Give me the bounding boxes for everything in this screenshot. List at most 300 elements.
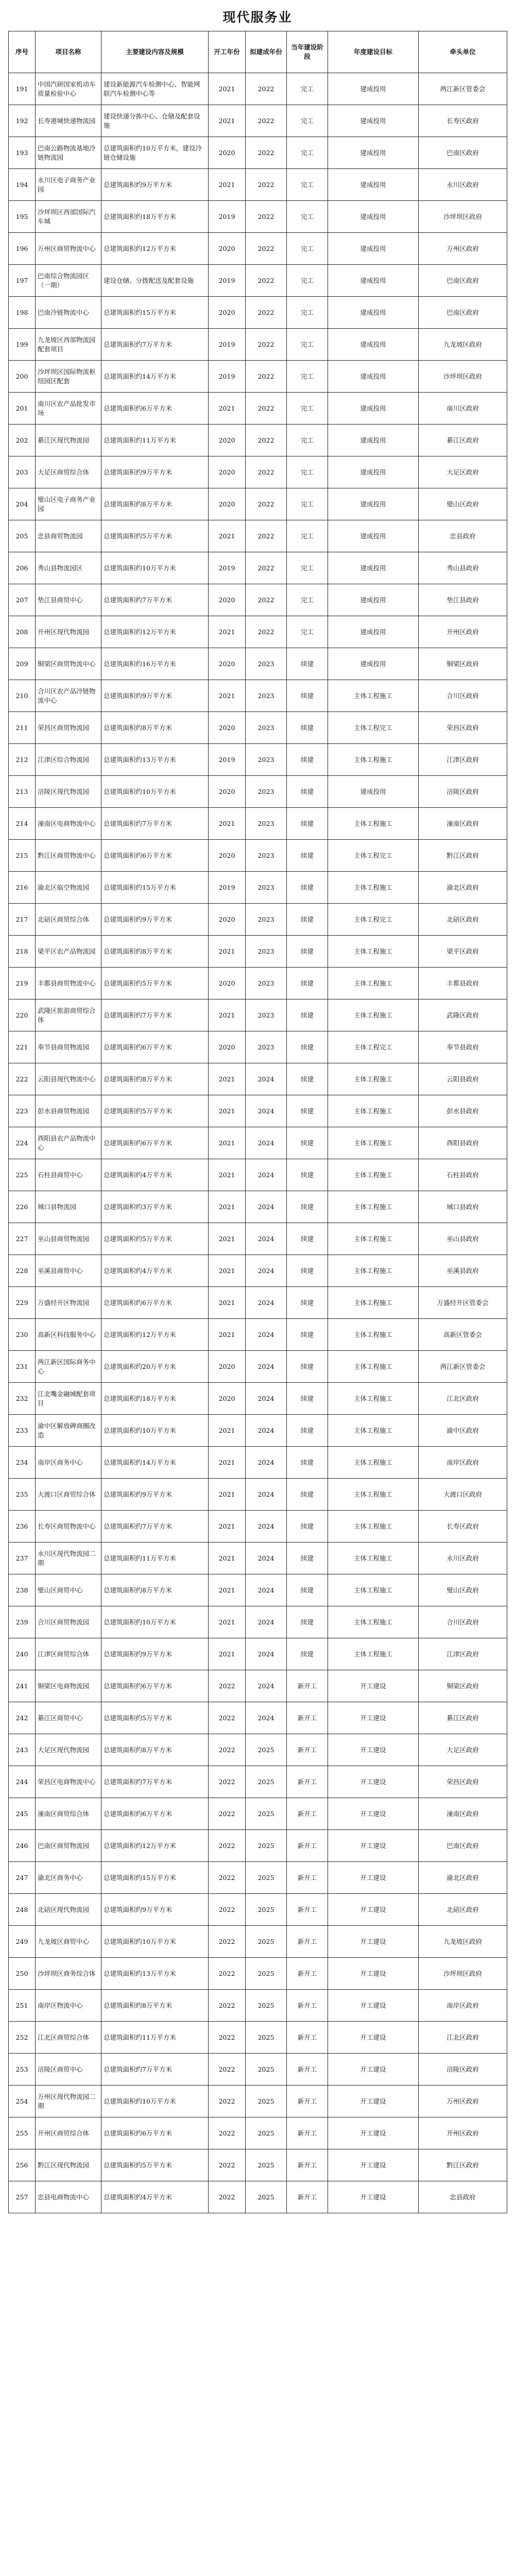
cell-end-year: 2025 — [246, 2149, 287, 2181]
cell-target: 主体工程施工 — [328, 1543, 419, 1574]
cell-index: 235 — [9, 1479, 36, 1511]
cell-start-year: 2021 — [209, 105, 246, 137]
cell-target: 主体工程施工 — [328, 1223, 419, 1255]
table-row — [9, 1031, 507, 1063]
cell-index: 199 — [9, 329, 36, 361]
cell-end-year: 2022 — [246, 488, 287, 520]
cell-lead-unit: 荣昌区政府 — [419, 1766, 507, 1798]
cell-index: 209 — [9, 648, 36, 680]
cell-index: 195 — [9, 201, 36, 233]
cell-end-year: 2025 — [246, 2181, 287, 2213]
cell-project-name: 合川区农产品冷链物流中心 — [36, 680, 101, 712]
cell-target: 主体工程施工 — [328, 1638, 419, 1670]
cell-stage: 新开工 — [287, 1862, 328, 1894]
table-header-row — [9, 31, 507, 73]
cell-stage: 续建 — [287, 999, 328, 1031]
cell-content: 总建筑面积约9万平方米 — [101, 1479, 209, 1511]
table-row — [9, 329, 507, 361]
cell-stage: 续建 — [287, 1415, 328, 1447]
cell-index: 224 — [9, 1127, 36, 1159]
cell-end-year: 2023 — [246, 936, 287, 968]
cell-start-year: 2021 — [209, 1063, 246, 1095]
cell-stage: 新开工 — [287, 2086, 328, 2117]
cell-stage: 新开工 — [287, 1670, 328, 1702]
cell-end-year: 2022 — [246, 584, 287, 616]
cell-stage: 完工 — [287, 233, 328, 265]
cell-content: 总建筑面积约7万平方米 — [101, 1511, 209, 1543]
cell-start-year: 2019 — [209, 201, 246, 233]
cell-project-name: 荣昌区电商物流中心 — [36, 1766, 101, 1798]
header-end-year: 拟建成年份 — [246, 31, 287, 73]
cell-project-name: 巫溪县商贸中心 — [36, 1255, 101, 1287]
cell-lead-unit: 涪陵区政府 — [419, 2054, 507, 2086]
table-row — [9, 1479, 507, 1511]
cell-index: 255 — [9, 2117, 36, 2149]
table-row — [9, 872, 507, 904]
cell-start-year: 2022 — [209, 1894, 246, 1926]
cell-content: 总建筑面积约5万平方米 — [101, 1095, 209, 1127]
cell-start-year: 2021 — [209, 393, 246, 425]
cell-target: 主体工程施工 — [328, 1127, 419, 1159]
cell-stage: 续建 — [287, 1319, 328, 1351]
cell-target: 主体工程施工 — [328, 1351, 419, 1383]
table-row — [9, 968, 507, 999]
cell-project-name: 潼南区商贸综合体 — [36, 1798, 101, 1830]
cell-stage: 续建 — [287, 872, 328, 904]
cell-end-year: 2024 — [246, 1351, 287, 1383]
cell-lead-unit: 铜梁区政府 — [419, 1670, 507, 1702]
table-row — [9, 233, 507, 265]
cell-start-year: 2022 — [209, 1734, 246, 1766]
cell-end-year: 2025 — [246, 1734, 287, 1766]
cell-stage: 续建 — [287, 1287, 328, 1319]
cell-end-year: 2024 — [246, 1702, 287, 1734]
cell-index: 220 — [9, 999, 36, 1031]
cell-end-year: 2022 — [246, 616, 287, 648]
cell-lead-unit: 南川区政府 — [419, 393, 507, 425]
cell-target: 建成投用 — [328, 329, 419, 361]
cell-lead-unit: 巫山县政府 — [419, 1223, 507, 1255]
cell-lead-unit: 巴南区政府 — [419, 265, 507, 297]
table-row — [9, 680, 507, 712]
cell-start-year: 2022 — [209, 1702, 246, 1734]
cell-end-year: 2025 — [246, 1990, 287, 2022]
cell-start-year: 2022 — [209, 1830, 246, 1862]
cell-index: 229 — [9, 1287, 36, 1319]
cell-stage: 新开工 — [287, 1734, 328, 1766]
cell-start-year: 2021 — [209, 73, 246, 105]
cell-content: 总建筑面积约18万平方米 — [101, 201, 209, 233]
cell-lead-unit: 九龙坡区政府 — [419, 1926, 507, 1958]
cell-content: 总建筑面积约5万平方米 — [101, 968, 209, 999]
table-row — [9, 73, 507, 105]
cell-target: 开工建设 — [328, 1990, 419, 2022]
cell-target: 主体工程施工 — [328, 1095, 419, 1127]
cell-target: 开工建设 — [328, 1798, 419, 1830]
cell-project-name: 潼南区电商物流中心 — [36, 808, 101, 840]
cell-target: 主体工程施工 — [328, 1191, 419, 1223]
cell-target: 建成投用 — [328, 265, 419, 297]
cell-index: 231 — [9, 1351, 36, 1383]
cell-content: 总建筑面积约9万平方米 — [101, 456, 209, 488]
cell-content: 总建筑面积约9万平方米 — [101, 904, 209, 936]
cell-index: 210 — [9, 680, 36, 712]
cell-content: 总建筑面积约8万平方米 — [101, 936, 209, 968]
cell-stage: 完工 — [287, 456, 328, 488]
cell-stage: 续建 — [287, 1159, 328, 1191]
table-row — [9, 1798, 507, 1830]
cell-lead-unit: 江津区政府 — [419, 744, 507, 776]
cell-project-name: 涪陵区现代物流园 — [36, 776, 101, 808]
table-row — [9, 1702, 507, 1734]
table-row — [9, 1990, 507, 2022]
cell-start-year: 2022 — [209, 2181, 246, 2213]
cell-project-name: 彭水县商贸物流园 — [36, 1095, 101, 1127]
cell-content: 总建筑面积约10万平方米 — [101, 2086, 209, 2117]
cell-index: 201 — [9, 393, 36, 425]
cell-project-name: 开州区商贸综合体 — [36, 2117, 101, 2149]
table-row — [9, 1063, 507, 1095]
cell-project-name: 南岸区物流中心 — [36, 1990, 101, 2022]
cell-stage: 续建 — [287, 1543, 328, 1574]
cell-start-year: 2021 — [209, 1447, 246, 1479]
cell-target: 主体工程施工 — [328, 1287, 419, 1319]
cell-end-year: 2022 — [246, 137, 287, 169]
cell-end-year: 2024 — [246, 1543, 287, 1574]
cell-content: 总建筑面积约6万平方米 — [101, 1670, 209, 1702]
cell-end-year: 2024 — [246, 1223, 287, 1255]
cell-lead-unit: 大足区政府 — [419, 1734, 507, 1766]
cell-end-year: 2025 — [246, 1926, 287, 1958]
cell-end-year: 2024 — [246, 1447, 287, 1479]
cell-target: 建成投用 — [328, 393, 419, 425]
table-row — [9, 456, 507, 488]
table-row — [9, 361, 507, 393]
cell-end-year: 2024 — [246, 1319, 287, 1351]
cell-start-year: 2021 — [209, 808, 246, 840]
cell-end-year: 2022 — [246, 233, 287, 265]
table-row — [9, 201, 507, 233]
cell-end-year: 2022 — [246, 201, 287, 233]
cell-content: 总建筑面积约12万平方米 — [101, 233, 209, 265]
cell-target: 开工建设 — [328, 1862, 419, 1894]
table-row — [9, 1926, 507, 1958]
cell-project-name: 綦江区商贸中心 — [36, 1702, 101, 1734]
cell-target: 开工建设 — [328, 1926, 419, 1958]
cell-start-year: 2020 — [209, 488, 246, 520]
cell-start-year: 2019 — [209, 329, 246, 361]
table-row — [9, 1351, 507, 1383]
cell-end-year: 2024 — [246, 1638, 287, 1670]
cell-lead-unit: 铜梁区政府 — [419, 648, 507, 680]
cell-lead-unit: 垫江县政府 — [419, 584, 507, 616]
cell-start-year: 2021 — [209, 1511, 246, 1543]
cell-project-name: 黔江区现代物流园 — [36, 2149, 101, 2181]
table-row — [9, 1127, 507, 1159]
cell-start-year: 2022 — [209, 2022, 246, 2054]
cell-index: 215 — [9, 840, 36, 872]
cell-project-name: 中国汽研国家机动车质量检验中心 — [36, 73, 101, 105]
cell-start-year: 2022 — [209, 2086, 246, 2117]
table-row — [9, 808, 507, 840]
cell-lead-unit: 九龙坡区政府 — [419, 329, 507, 361]
cell-target: 主体工程施工 — [328, 968, 419, 999]
table-row — [9, 999, 507, 1031]
cell-start-year: 2019 — [209, 361, 246, 393]
cell-start-year: 2020 — [209, 968, 246, 999]
cell-start-year: 2021 — [209, 1606, 246, 1638]
cell-end-year: 2024 — [246, 1574, 287, 1606]
table-row — [9, 425, 507, 456]
cell-index: 256 — [9, 2149, 36, 2181]
cell-start-year: 2022 — [209, 1990, 246, 2022]
cell-stage: 新开工 — [287, 1990, 328, 2022]
cell-end-year: 2024 — [246, 1415, 287, 1447]
cell-lead-unit: 万盛经开区管委会 — [419, 1287, 507, 1319]
cell-start-year: 2021 — [209, 1543, 246, 1574]
cell-index: 198 — [9, 297, 36, 329]
cell-lead-unit: 永川区政府 — [419, 169, 507, 201]
cell-content: 总建筑面积约10万平方米 — [101, 776, 209, 808]
cell-content: 总建筑面积约8万平方米 — [101, 1574, 209, 1606]
table-row — [9, 2149, 507, 2181]
cell-start-year: 2021 — [209, 1479, 246, 1511]
cell-stage: 续建 — [287, 680, 328, 712]
cell-stage: 新开工 — [287, 2117, 328, 2149]
cell-index: 193 — [9, 137, 36, 169]
cell-content: 总建筑面积约12万平方米 — [101, 1319, 209, 1351]
cell-project-name: 荣昌区商贸物流园 — [36, 712, 101, 744]
cell-end-year: 2023 — [246, 904, 287, 936]
table-row — [9, 648, 507, 680]
cell-start-year: 2020 — [209, 425, 246, 456]
cell-content: 总建筑面积约12万平方米 — [101, 616, 209, 648]
cell-start-year: 2020 — [209, 776, 246, 808]
cell-lead-unit: 两江新区管委会 — [419, 1351, 507, 1383]
cell-index: 206 — [9, 552, 36, 584]
cell-project-name: 垫江县商贸中心 — [36, 584, 101, 616]
cell-content: 总建筑面积约8万平方米 — [101, 1063, 209, 1095]
cell-index: 213 — [9, 776, 36, 808]
cell-project-name: 北碚区商贸综合体 — [36, 904, 101, 936]
cell-start-year: 2022 — [209, 2149, 246, 2181]
cell-end-year: 2023 — [246, 744, 287, 776]
table-row — [9, 1958, 507, 1990]
cell-project-name: 梁平区农产品物流园 — [36, 936, 101, 968]
cell-project-name: 九龙坡区商贸中心 — [36, 1926, 101, 1958]
cell-lead-unit: 江津区政府 — [419, 1638, 507, 1670]
cell-stage: 完工 — [287, 137, 328, 169]
cell-target: 建成投用 — [328, 201, 419, 233]
cell-stage: 完工 — [287, 552, 328, 584]
table-row — [9, 1894, 507, 1926]
cell-lead-unit: 南岸区政府 — [419, 1990, 507, 2022]
cell-start-year: 2020 — [209, 1383, 246, 1415]
table-row — [9, 2054, 507, 2086]
cell-index: 217 — [9, 904, 36, 936]
cell-index: 228 — [9, 1255, 36, 1287]
cell-project-name: 长寿区商贸物流中心 — [36, 1511, 101, 1543]
cell-index: 223 — [9, 1095, 36, 1127]
cell-project-name: 九龙坡区西部物流园配套项目 — [36, 329, 101, 361]
cell-target: 主体工程完工 — [328, 712, 419, 744]
cell-lead-unit: 云阳县政府 — [419, 1063, 507, 1095]
cell-stage: 续建 — [287, 648, 328, 680]
cell-lead-unit: 巴南区政府 — [419, 137, 507, 169]
cell-start-year: 2021 — [209, 1191, 246, 1223]
table-row — [9, 2117, 507, 2149]
cell-index: 253 — [9, 2054, 36, 2086]
cell-start-year: 2022 — [209, 1670, 246, 1702]
cell-start-year: 2022 — [209, 1926, 246, 1958]
cell-project-name: 永川区现代物流园二期 — [36, 1543, 101, 1574]
cell-stage: 完工 — [287, 73, 328, 105]
cell-content: 总建筑面积约15万平方米 — [101, 872, 209, 904]
cell-end-year: 2024 — [246, 1383, 287, 1415]
cell-project-name: 沙坪坝区西部国际汽车城 — [36, 201, 101, 233]
cell-content: 总建筑面积约9万平方米 — [101, 1894, 209, 1926]
cell-index: 197 — [9, 265, 36, 297]
cell-end-year: 2025 — [246, 2054, 287, 2086]
cell-stage: 续建 — [287, 1031, 328, 1063]
cell-content: 总建筑面积约10万平方米 — [101, 1926, 209, 1958]
cell-lead-unit: 江北区政府 — [419, 2022, 507, 2054]
cell-content: 建设仓储、分拨配送及配套设施 — [101, 265, 209, 297]
cell-index: 240 — [9, 1638, 36, 1670]
cell-end-year: 2023 — [246, 1031, 287, 1063]
cell-project-name: 万盛经开区物流园 — [36, 1287, 101, 1319]
cell-target: 建成投用 — [328, 361, 419, 393]
cell-start-year: 2021 — [209, 936, 246, 968]
cell-target: 开工建设 — [328, 1894, 419, 1926]
cell-start-year: 2022 — [209, 1862, 246, 1894]
table-row — [9, 1734, 507, 1766]
cell-lead-unit: 万州区政府 — [419, 2086, 507, 2117]
cell-target: 主体工程完工 — [328, 1031, 419, 1063]
cell-content: 总建筑面积约18万平方米 — [101, 1383, 209, 1415]
cell-content: 总建筑面积约7万平方米 — [101, 2054, 209, 2086]
cell-project-name: 石柱县商贸中心 — [36, 1159, 101, 1191]
cell-project-name: 云阳县现代物流中心 — [36, 1063, 101, 1095]
cell-start-year: 2021 — [209, 680, 246, 712]
cell-content: 总建筑面积约6万平方米 — [101, 840, 209, 872]
table-row — [9, 1447, 507, 1479]
cell-target: 主体工程施工 — [328, 1319, 419, 1351]
cell-end-year: 2024 — [246, 1063, 287, 1095]
cell-stage: 新开工 — [287, 2054, 328, 2086]
cell-project-name: 万州区商贸物流中心 — [36, 233, 101, 265]
cell-lead-unit: 璧山区政府 — [419, 488, 507, 520]
cell-lead-unit: 长寿区政府 — [419, 1511, 507, 1543]
cell-end-year: 2023 — [246, 968, 287, 999]
table-row — [9, 552, 507, 584]
cell-stage: 完工 — [287, 169, 328, 201]
cell-target: 主体工程施工 — [328, 680, 419, 712]
cell-content: 总建筑面积约14万平方米 — [101, 1447, 209, 1479]
cell-target: 建成投用 — [328, 425, 419, 456]
header-stage: 当年建设阶段 — [287, 31, 328, 73]
table-row — [9, 137, 507, 169]
cell-stage: 新开工 — [287, 1798, 328, 1830]
cell-lead-unit: 渝北区政府 — [419, 1862, 507, 1894]
cell-project-name: 巴南综合物流园区（一期） — [36, 265, 101, 297]
table-row — [9, 1095, 507, 1127]
cell-target: 建成投用 — [328, 648, 419, 680]
cell-end-year: 2022 — [246, 520, 287, 552]
table-row — [9, 1543, 507, 1574]
cell-end-year: 2022 — [246, 393, 287, 425]
cell-index: 192 — [9, 105, 36, 137]
cell-end-year: 2022 — [246, 552, 287, 584]
cell-stage: 续建 — [287, 776, 328, 808]
table-row — [9, 1670, 507, 1702]
cell-end-year: 2024 — [246, 1127, 287, 1159]
cell-stage: 续建 — [287, 904, 328, 936]
cell-start-year: 2022 — [209, 1766, 246, 1798]
cell-index: 239 — [9, 1606, 36, 1638]
cell-target: 主体工程施工 — [328, 808, 419, 840]
cell-content: 总建筑面积约6万平方米 — [101, 1031, 209, 1063]
cell-lead-unit: 梁平区政府 — [419, 936, 507, 968]
cell-end-year: 2023 — [246, 808, 287, 840]
cell-target: 建成投用 — [328, 105, 419, 137]
cell-end-year: 2022 — [246, 329, 287, 361]
table-row — [9, 1830, 507, 1862]
cell-project-name: 武隆区旅游商贸综合体 — [36, 999, 101, 1031]
cell-project-name: 大足区商贸综合体 — [36, 456, 101, 488]
cell-project-name: 巴南公路物流基地冷链物流园 — [36, 137, 101, 169]
cell-project-name: 开州区现代物流园 — [36, 616, 101, 648]
cell-content: 总建筑面积约11万平方米 — [101, 2022, 209, 2054]
cell-stage: 完工 — [287, 488, 328, 520]
cell-index: 208 — [9, 616, 36, 648]
cell-content: 总建筑面积约6万平方米 — [101, 1127, 209, 1159]
cell-start-year: 2021 — [209, 1638, 246, 1670]
cell-stage: 续建 — [287, 1511, 328, 1543]
cell-content: 总建筑面积约14万平方米 — [101, 361, 209, 393]
cell-index: 214 — [9, 808, 36, 840]
cell-project-name: 奉节县商贸物流园 — [36, 1031, 101, 1063]
table-row — [9, 776, 507, 808]
cell-project-name: 永川区电子商务产业园 — [36, 169, 101, 201]
table-row — [9, 297, 507, 329]
cell-target: 主体工程施工 — [328, 1574, 419, 1606]
cell-index: 232 — [9, 1383, 36, 1415]
cell-index: 204 — [9, 488, 36, 520]
cell-target: 主体工程施工 — [328, 1415, 419, 1447]
cell-start-year: 2021 — [209, 1287, 246, 1319]
cell-start-year: 2022 — [209, 1798, 246, 1830]
cell-content: 建设快递分拣中心、仓储及配套设施 — [101, 105, 209, 137]
cell-index: 234 — [9, 1447, 36, 1479]
cell-project-name: 江津区综合物流园 — [36, 744, 101, 776]
cell-stage: 完工 — [287, 201, 328, 233]
cell-content: 总建筑面积约8万平方米 — [101, 488, 209, 520]
cell-end-year: 2024 — [246, 1287, 287, 1319]
header-start-year: 开工年份 — [209, 31, 246, 73]
cell-index: 218 — [9, 936, 36, 968]
cell-stage: 新开工 — [287, 1926, 328, 1958]
cell-stage: 完工 — [287, 393, 328, 425]
cell-end-year: 2022 — [246, 105, 287, 137]
cell-content: 总建筑面积约10万平方米 — [101, 552, 209, 584]
cell-lead-unit: 渝中区政府 — [419, 1415, 507, 1447]
cell-project-name: 渝北区临空物流园 — [36, 872, 101, 904]
cell-start-year: 2019 — [209, 265, 246, 297]
cell-stage: 续建 — [287, 936, 328, 968]
table-row — [9, 1574, 507, 1606]
header-lead-unit: 牵头单位 — [419, 31, 507, 73]
